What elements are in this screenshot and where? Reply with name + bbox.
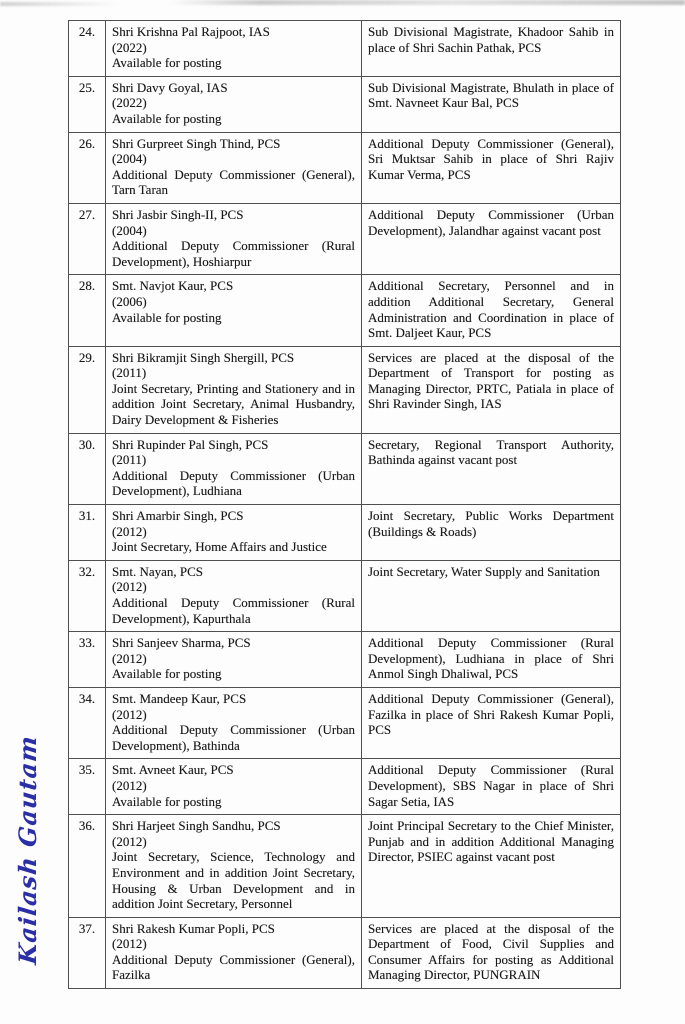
new-posting-cell: [362, 346, 621, 433]
officer-cell: [106, 76, 362, 132]
officer-name: Shri Bikramjit Singh Shergill, PCS: [112, 349, 295, 365]
scan-artifact-left: [0, 2, 120, 6]
new-posting: Additional Deputy Commissioner (General), Fazilka in place of Shri Rakesh Kumar Popli, PCS: [368, 690, 614, 738]
officer-name: Shri Harjeet Singh Sandhu, PCS: [112, 818, 281, 834]
current-post: Available for posting: [112, 793, 222, 809]
officer-cell: [106, 132, 362, 203]
batch-year: (2006): [112, 293, 147, 309]
postings-table: [68, 20, 621, 989]
officer-cell: [106, 917, 362, 988]
serial-cell: 29.: [69, 346, 106, 433]
officer-name: Shri Sanjeev Sharma, PCS: [112, 635, 251, 651]
new-posting-cell: [362, 632, 621, 688]
new-posting: Secretary, Regional Transport Authority, Bathinda against vacant post: [368, 436, 614, 468]
new-posting-cell: [362, 560, 621, 631]
new-posting-cell: [362, 917, 621, 988]
officer-cell: [106, 21, 362, 77]
table-row: [69, 632, 621, 688]
officer-name: Shri Krishna Pal Rajpoot, IAS: [112, 24, 270, 39]
scan-artifact-top: [168, 0, 685, 5]
serial-cell: 28.: [69, 275, 106, 346]
new-posting-cell: [362, 76, 621, 132]
handwritten-signature: Kailash Gautam: [13, 733, 42, 966]
serial-cell: 26.: [69, 132, 106, 203]
officer-cell: [106, 505, 362, 561]
table-row: [69, 560, 621, 631]
new-posting: Sub Divisional Magistrate, Khadoor Sahib in place of Shri Sachin Pathak, PCS: [368, 24, 614, 55]
current-post: Available for posting: [112, 55, 222, 71]
current-post: Joint Secretary, Printing and Stationery and in addition Joint Secretary, Animal Husbandry, Dairy Development & Fisheries: [112, 380, 355, 428]
batch-year: (2022): [112, 95, 147, 111]
table-row: [69, 433, 621, 504]
batch-year: (2012): [112, 706, 147, 722]
officer-cell: [106, 203, 362, 274]
table-row: [69, 21, 621, 77]
serial-cell: 35.: [69, 759, 106, 815]
batch-year: (2004): [112, 151, 147, 167]
new-posting-cell: [362, 203, 621, 274]
table-row: [69, 275, 621, 346]
new-posting: Additional Deputy Commissioner (General), Sri Muktsar Sahib in place of Shri Rajiv Kumar Verma, PCS: [368, 135, 614, 182]
serial-cell: 27.: [69, 203, 106, 274]
current-post: Available for posting: [112, 666, 222, 682]
new-posting-cell: [362, 21, 621, 77]
batch-year: (2012): [112, 579, 147, 595]
table-row: [69, 203, 621, 274]
new-posting-cell: [362, 687, 621, 758]
serial-cell: 33.: [69, 632, 106, 688]
officer-name: Shri Jasbir Singh-II, PCS: [112, 206, 244, 222]
serial-cell: 36.: [69, 815, 106, 918]
new-posting: Joint Secretary, Public Works Department (Buildings & Roads): [368, 508, 614, 539]
current-post: Joint Secretary, Science, Technology and Environment and in addition Joint Secretary, Housing & Urban Development and in addition Joint Secretary, Personnel: [112, 849, 355, 912]
officer-name: Smt. Avneet Kaur, PCS: [112, 762, 234, 778]
table-row: [69, 132, 621, 203]
new-posting: Additional Deputy Commissioner (Rural Development), Ludhiana in place of Shri Anmol Singh Dhaliwal, PCS: [368, 635, 614, 682]
current-post: Additional Deputy Commissioner (Rural Development), Hoshiarpur: [112, 238, 355, 269]
officer-cell: [106, 687, 362, 758]
serial-cell: 30.: [69, 433, 106, 504]
serial-cell: 37.: [69, 917, 106, 988]
batch-year: (2012): [112, 777, 147, 793]
new-posting: Joint Secretary, Water Supply and Sanitation: [368, 563, 600, 579]
table-row: [69, 346, 621, 433]
officer-name: Shri Gurpreet Singh Thind, PCS: [112, 135, 281, 151]
current-post: Available for posting: [112, 309, 222, 325]
officer-name: Smt. Navjot Kaur, PCS: [112, 278, 234, 294]
batch-year: (2012): [112, 650, 147, 666]
officer-name: Smt. Mandeep Kaur, PCS: [112, 690, 247, 706]
new-posting: Additional Deputy Commissioner (Urban Development), Jalandhar against vacant post: [368, 206, 614, 238]
serial-cell: 24.: [69, 21, 106, 77]
new-posting: Joint Principal Secretary to the Chief Minister, Punjab and in addition Additional Managing Director, PSIEC against vacant post: [368, 818, 614, 865]
officer-name: Shri Davy Goyal, IAS: [112, 79, 228, 95]
postings-table-body: [69, 21, 621, 989]
table-row: [69, 759, 621, 815]
table-row: [69, 76, 621, 132]
batch-year: (2022): [112, 39, 147, 55]
officer-cell: [106, 346, 362, 433]
batch-year: (2004): [112, 222, 147, 238]
new-posting: Sub Divisional Magistrate, Bhulath in place of Smt. Navneet Kaur Bal, PCS: [368, 79, 614, 111]
current-post: Available for posting: [112, 110, 222, 126]
officer-name: Smt. Nayan, PCS: [112, 563, 204, 579]
batch-year: (2012): [112, 833, 147, 849]
officer-cell: [106, 275, 362, 346]
batch-year: (2012): [112, 936, 147, 952]
serial-cell: 32.: [69, 560, 106, 631]
new-posting-cell: [362, 275, 621, 346]
officer-cell: [106, 815, 362, 918]
new-posting: Services are placed at the disposal of the Department of Food, Civil Supplies and Consumer Affairs for posting as Additional Managing Director, PUNGRAIN: [368, 920, 614, 983]
batch-year: (2012): [112, 523, 147, 539]
current-post: Additional Deputy Commissioner (General), Tarn Taran: [112, 166, 355, 198]
new-posting: Additional Secretary, Personnel and in addition Additional Secretary, General Administration and Coordination in place of Smt. Daljeet Kaur, PCS: [368, 278, 614, 341]
current-post: Additional Deputy Commissioner (General), Fazilka: [112, 951, 355, 983]
table-row: [69, 687, 621, 758]
serial-cell: 34.: [69, 687, 106, 758]
new-posting-cell: [362, 815, 621, 918]
current-post: Additional Deputy Commissioner (Urban Development), Ludhiana: [112, 467, 355, 499]
batch-year: (2011): [112, 365, 147, 381]
table-row: [69, 917, 621, 988]
officer-name: Shri Rakesh Kumar Popli, PCS: [112, 920, 275, 936]
table-row: [69, 505, 621, 561]
new-posting-cell: [362, 132, 621, 203]
officer-cell: [106, 433, 362, 504]
officer-cell: [106, 560, 362, 631]
serial-cell: 31.: [69, 505, 106, 561]
table-row: [69, 815, 621, 918]
new-posting-cell: [362, 759, 621, 815]
officer-name: Shri Amarbir Singh, PCS: [112, 508, 244, 524]
current-post: Additional Deputy Commissioner (Urban Development), Bathinda: [112, 722, 355, 753]
officer-name: Shri Rupinder Pal Singh, PCS: [112, 436, 269, 452]
new-posting: Additional Deputy Commissioner (Rural Development), SBS Nagar in place of Shri Sagar Setia, IAS: [368, 762, 614, 809]
current-post: Additional Deputy Commissioner (Rural Development), Kapurthala: [112, 595, 355, 626]
officer-cell: [106, 759, 362, 815]
new-posting-cell: [362, 505, 621, 561]
batch-year: (2011): [112, 452, 147, 468]
officer-cell: [106, 632, 362, 688]
serial-cell: 25.: [69, 76, 106, 132]
new-posting-cell: [362, 433, 621, 504]
new-posting: Services are placed at the disposal of the Department of Transport for posting as Managing Director, PRTC, Patiala in place of Shri Ravinder Singh, IAS: [368, 349, 614, 412]
current-post: Joint Secretary, Home Affairs and Justice: [112, 539, 327, 555]
